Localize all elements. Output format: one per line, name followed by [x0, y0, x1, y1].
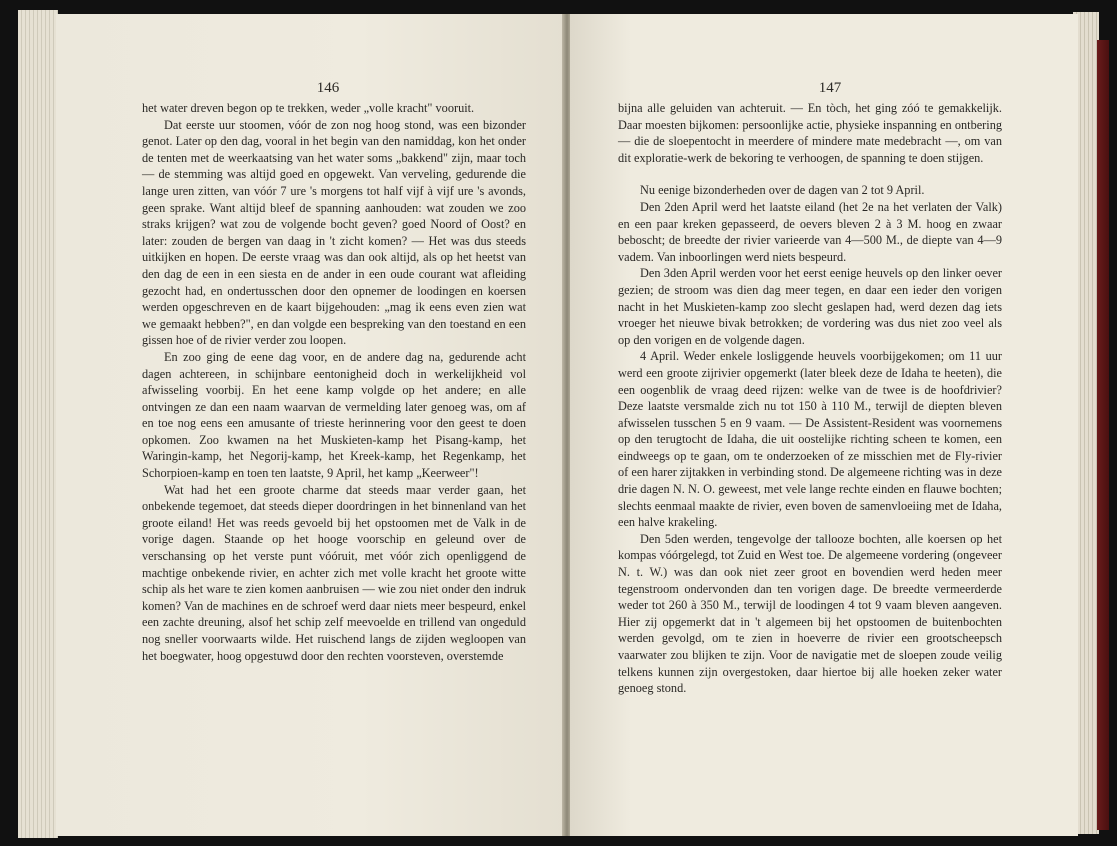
page-number-left: 146: [316, 80, 340, 96]
paragraph: bijna alle geluiden van achteruit. — En tòch, het ging zóó te gemakkelijk. Daar moesten bijkomen: persoonlijke actie, physieke inspanning en ontbering — die de sloepentocht in meerdere of mindere mate medebracht —, om van dit exploratie-werk de bekoring te verhoogen, de spanning te doen stijgen.: [618, 101, 1002, 165]
book-cover-edge: [1097, 40, 1109, 830]
paragraph: Dat eerste uur stoomen, vóór de zon nog hoog stond, was een bizonder genot. Later op den dag, vooral in het begin van den namiddag, kon het onder de tenten met de weerkaatsing van het water soms „bakkend" zijn, maar toch — de stemming was altijd goed en opgewekt. Van verveling, gedurende die lange uren zitten, van vóór 7 ure 's morgens tot half vijf à vijf ure 's avonds, geen sprake. Want altijd bleef de spanning aanhouden: wat zouden we zoo straks krijgen? wat zou de volgende bocht geven? goed Noord of Oost? en later: zouden de bergen van daag in 't zicht komen? — Het was dus steeds uitkijken en hopen. De eerste vraag was dan ook altijd, als op het heetst van den dag de een in een siesta en de ander in een oude courant wat afleiding gezocht had, en ondertusschen door den opnemer de loodingen en koersen werden opgeschreven en de kaart bijgehouden: „mag ik eens even zien wat we gemaakt hebben?", en dan volgde een bespreking van den toestand en een gissen hoe of de rivier verder zou loopen.: [142, 117, 526, 348]
paragraph: En zoo ging de eene dag voor, en de andere dag na, gedurende acht dagen achtereen, in schijnbare eentonigheid doch in werkelijkheid vol afwisseling voorbij. En het eene kamp volgde op het andere; en alle ontvingen ze dan een naam waarvan de vermelding later genoeg was, om af en toe nog eens een amusante of trieste herinnering voor den geest te doen opkomen. Zoo kwamen na het Muskieten-kamp het Pisang-kamp, het Waringin-kamp, het Negorij-kamp, het Kreek-kamp, het Regenkamp, het Schorpioen-kamp en toen ten laatste, 9 April, het kamp „Keerweer"!: [142, 349, 526, 481]
paragraph: Den 2den April werd het laatste eiland (het 2e na het verlaten der Valk) en een paar kreken gepasseerd, de oevers bleven 2 à 3 M. hoog en zwaar bebosсht; de breedte der rivier varieerde van 4—500 M., de diepte van 4—9 vadem. Van inboorlingen werd niets bespeurd.: [618, 199, 1002, 264]
right-page-text: [618, 100, 1002, 697]
paragraph: 4 April. Weder enkele losliggende heuvels voorbijgekomen; om 11 uur werd een groote zijrivier opgemerkt (later bleek deze de Idaha te heeten), die een oogenblik de vraag deed rijzen: welke van de twee is de hoofdrivier? Deze laatste versmalde zich nu tot 150 à 110 M., terwijl de diepten bleven afwisselen tusschen 5 en 9 vaam. — De Assistent-Resident was voornemens op den terugtocht de Idaha, die uit oostelijke richting scheen te komen, een eindweegs op te gaan, om te onderzoeken of ze misschien met de Fly-rivier of een harer zijtakken in verbinding stond. De algemeene richting was in deze drie dagen N. N. O. geweest, met vele lange rechte einden en flauwe bochten; slechts eenmaal maakte de rivier, even boven de samenvloeiing met de Idaha, een halve krakeling.: [618, 349, 1002, 530]
page-edges-left: [18, 10, 58, 838]
paragraph: Den 3den April werden voor het eerst eenige heuvels op den linker oever gezien; de stroom was dien dag meer tegen, en daar een ieder den vorigen nacht in het Muskieten-kamp zoo slecht geslapen had, werd dezen dag iets vroeger het nieuwe bivak betrokken; de vordering was dus niet zoo veel als op den vorigen en de volgende dagen.: [618, 266, 1002, 347]
paragraph: het water dreven begon op te trekken, weder „volle kracht" vooruit.: [142, 101, 475, 115]
left-page-text: [142, 100, 526, 664]
right-page: [570, 14, 1078, 836]
page-number-right: 147: [818, 80, 842, 96]
paragraph: Nu eenige bizonderheden over de dagen van 2 tot 9 April.: [640, 183, 925, 198]
left-page: [56, 14, 564, 836]
paragraph: Den 5den werden, tengevolge der tallooze bochten, alle koersen op het kompas vóórgelegd, tot Zuid en West toe. De algemeene vordering (ongeveer N. t. W.) was dan ook niet zeer groot en bovendien werd heden meer tegenstroom ondervonden dan ten vorigen dage. De breedte vermeerderde weder tot 260 à 350 M., terwijl de loodingen 4 tot 9 vaam bleven aangeven. Hier zij opgemerkt dat in 't algemeen bij het opstoomen de buitenbochten werden gevolgd, om te zien in hoeverre de rivier een grootscheepsch vaarwater zou blijken te zijn. Voor de navigatie met de sloepen zoude veilig telkens kunnen zijn overgestoken, daar hiertoe bij alle hoeken zeker water genoeg stond.: [618, 531, 1002, 696]
paragraph: Wat had het een groote charme dat steeds maar verder gaan, het onbekende tegemoet, dat steeds dieper doordringen in het binnenland van het groote eiland! Het was reeds gevoeld bij het opstoomen met de Valk in de vorige dagen. Staande op het hooge voorschip en geleund over de verschansing op het verste punt vóóruit, met vóór zich openliggend de machtige onbekende rivier, en achter zich met volle kracht het groote witte schip als het ware te zien komen aanbruisen — wie zou niet onder den indruk komen? Van de machines en de schroef werd daar niets meer bespeurd, enkel een zachte dreuning, alsof het schip zelf meevoelde en trillend van ongeduld nog sneller voorwaarts wilde. Het ruischend langs de zijden wegloopen van het boegwater, hoog opgestuwd door den rechten voorsteven, overstemde: [142, 482, 526, 663]
